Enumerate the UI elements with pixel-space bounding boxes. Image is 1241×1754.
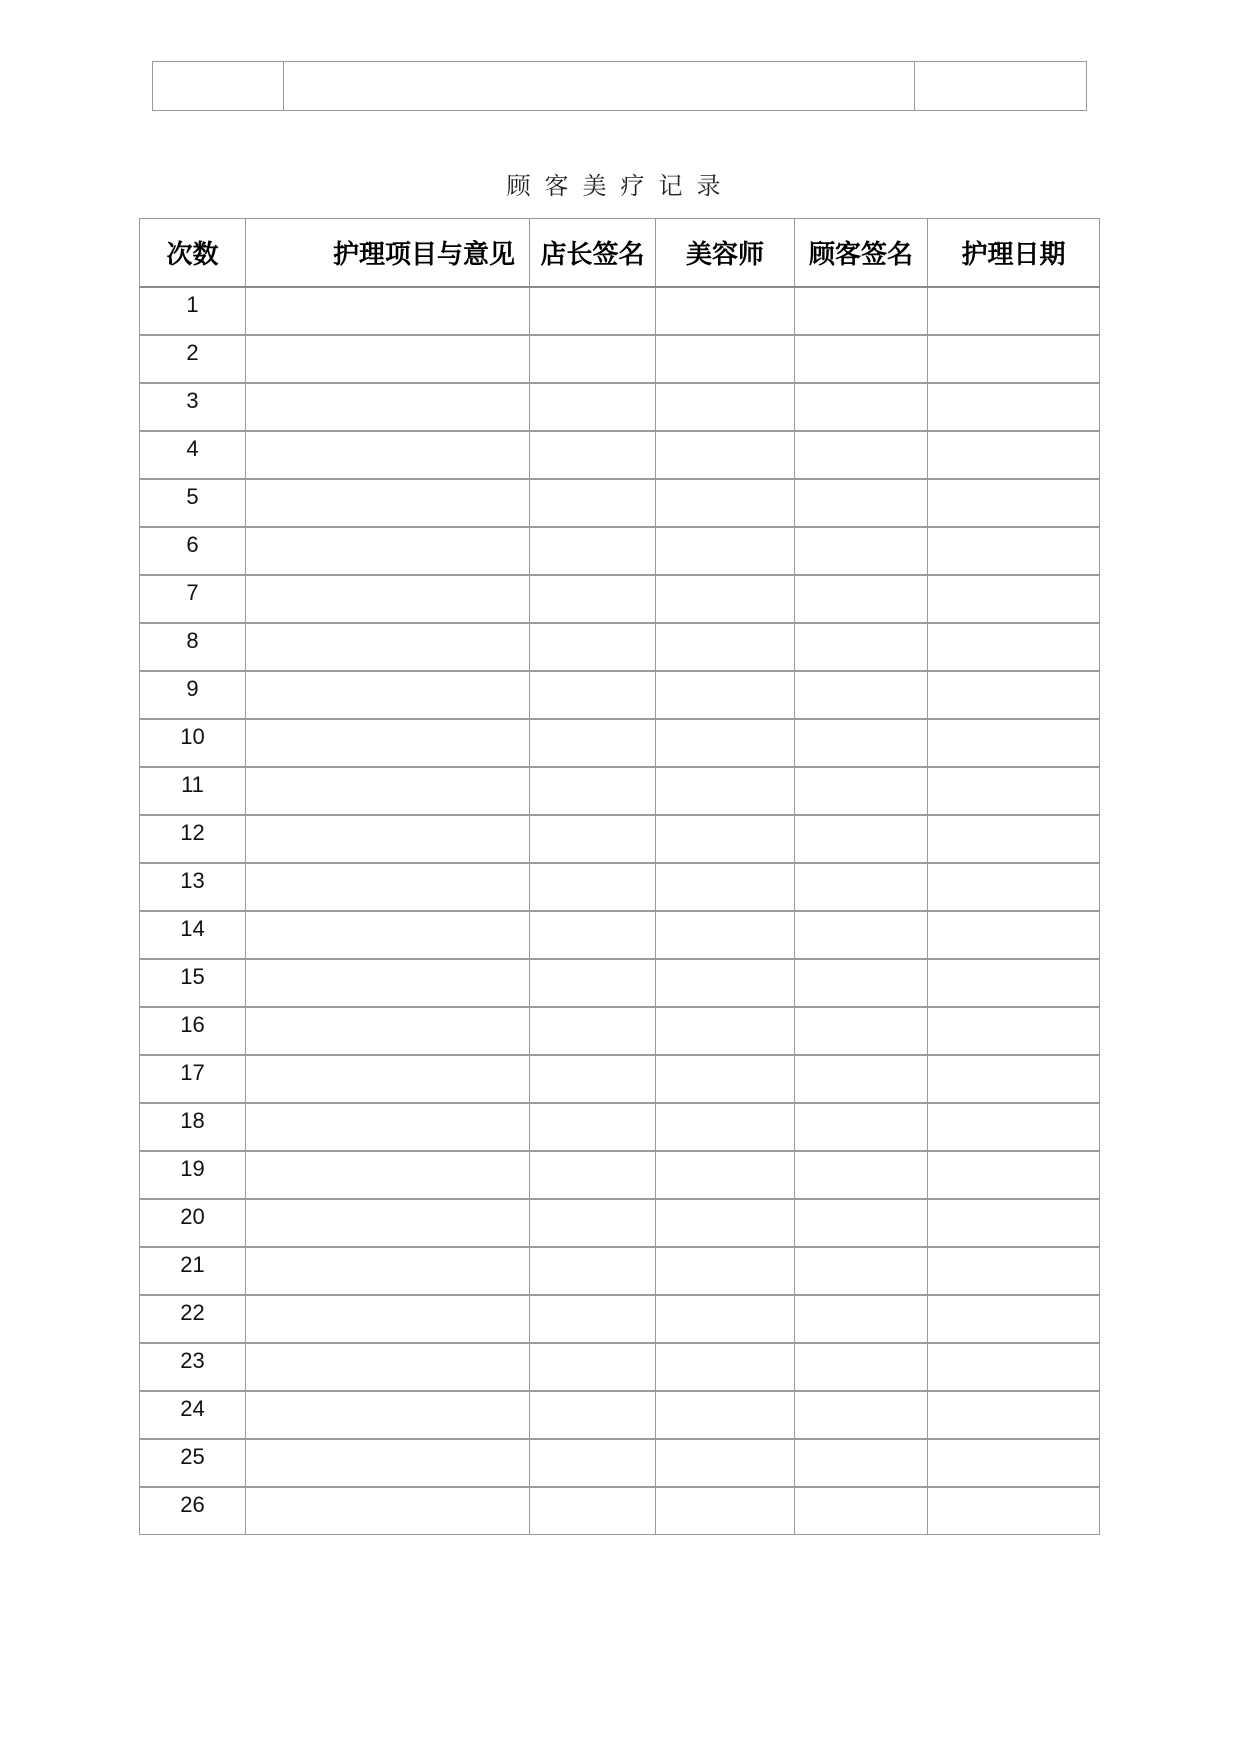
care-date-cell[interactable]: [928, 1439, 1100, 1487]
customer-signature-cell[interactable]: [795, 671, 928, 719]
customer-signature-cell[interactable]: [795, 287, 928, 335]
top-header-box: [152, 61, 1087, 111]
beautician-cell[interactable]: [656, 1391, 795, 1439]
care-date-cell[interactable]: [928, 671, 1100, 719]
customer-signature-cell[interactable]: [795, 1247, 928, 1295]
table-row: [140, 1391, 1100, 1439]
care-items-cell[interactable]: [246, 1055, 530, 1103]
care-items-cell[interactable]: [246, 287, 530, 335]
care-date-cell[interactable]: [928, 863, 1100, 911]
beautician-cell[interactable]: [656, 959, 795, 1007]
table-row: [140, 527, 1100, 575]
care-date-cell[interactable]: [928, 911, 1100, 959]
row-number: 22: [140, 1295, 246, 1343]
care-items-cell[interactable]: [246, 1247, 530, 1295]
beautician-cell[interactable]: [656, 287, 795, 335]
table-row: [140, 911, 1100, 959]
table-row: [140, 815, 1100, 863]
customer-signature-cell[interactable]: [795, 1199, 928, 1247]
row-number: 11: [140, 767, 246, 815]
care-date-cell[interactable]: [928, 575, 1100, 623]
care-items-cell[interactable]: [246, 863, 530, 911]
care-items-cell[interactable]: [246, 911, 530, 959]
customer-signature-cell[interactable]: [795, 911, 928, 959]
care-items-cell[interactable]: [246, 1295, 530, 1343]
beautician-cell[interactable]: [656, 575, 795, 623]
care-date-cell[interactable]: [928, 1103, 1100, 1151]
row-number: 6: [140, 527, 246, 575]
customer-signature-cell[interactable]: [795, 1295, 928, 1343]
care-items-cell[interactable]: [246, 767, 530, 815]
care-date-cell[interactable]: [928, 1151, 1100, 1199]
customer-signature-cell[interactable]: [795, 1151, 928, 1199]
care-items-cell[interactable]: [246, 431, 530, 479]
care-items-cell[interactable]: [246, 1103, 530, 1151]
care-date-cell[interactable]: [928, 815, 1100, 863]
beautician-cell[interactable]: [656, 719, 795, 767]
manager-signature-cell[interactable]: [530, 1199, 656, 1247]
care-items-cell[interactable]: [246, 671, 530, 719]
header-care-date: 护理日期: [928, 219, 1100, 287]
row-number: 18: [140, 1103, 246, 1151]
care-record-table: [139, 218, 1100, 1535]
manager-signature-cell[interactable]: [530, 911, 656, 959]
table-row: [140, 1247, 1100, 1295]
customer-signature-cell[interactable]: [795, 527, 928, 575]
row-number: 5: [140, 479, 246, 527]
table-row: [140, 719, 1100, 767]
customer-signature-cell[interactable]: [795, 623, 928, 671]
manager-signature-cell[interactable]: [530, 815, 656, 863]
care-items-cell[interactable]: [246, 1487, 530, 1535]
beautician-cell[interactable]: [656, 671, 795, 719]
row-number: 17: [140, 1055, 246, 1103]
beautician-cell[interactable]: [656, 1055, 795, 1103]
beautician-cell[interactable]: [656, 431, 795, 479]
manager-signature-cell[interactable]: [530, 1103, 656, 1151]
table-row: [140, 575, 1100, 623]
care-items-cell[interactable]: [246, 1199, 530, 1247]
care-date-cell[interactable]: [928, 1247, 1100, 1295]
table-row: [140, 767, 1100, 815]
top-box-cell-1: [153, 62, 284, 110]
beautician-cell[interactable]: [656, 1343, 795, 1391]
care-date-cell[interactable]: [928, 959, 1100, 1007]
manager-signature-cell[interactable]: [530, 959, 656, 1007]
table-body: [140, 287, 1100, 1535]
top-box-cell-2: [284, 62, 915, 110]
care-date-cell[interactable]: [928, 623, 1100, 671]
manager-signature-cell[interactable]: [530, 1439, 656, 1487]
customer-signature-cell[interactable]: [795, 1343, 928, 1391]
care-items-cell[interactable]: [246, 815, 530, 863]
beautician-cell[interactable]: [656, 1439, 795, 1487]
manager-signature-cell[interactable]: [530, 575, 656, 623]
care-items-cell[interactable]: [246, 719, 530, 767]
care-items-cell[interactable]: [246, 383, 530, 431]
beautician-cell[interactable]: [656, 1487, 795, 1535]
care-items-cell[interactable]: [246, 1007, 530, 1055]
manager-signature-cell[interactable]: [530, 1391, 656, 1439]
care-items-cell[interactable]: [246, 1391, 530, 1439]
beautician-cell[interactable]: [656, 1199, 795, 1247]
beautician-cell[interactable]: [656, 383, 795, 431]
row-number: 20: [140, 1199, 246, 1247]
manager-signature-cell[interactable]: [530, 479, 656, 527]
care-items-cell[interactable]: [246, 479, 530, 527]
beautician-cell[interactable]: [656, 479, 795, 527]
care-date-cell[interactable]: [928, 383, 1100, 431]
table-row: [140, 287, 1100, 335]
row-number: 14: [140, 911, 246, 959]
customer-signature-cell[interactable]: [795, 1391, 928, 1439]
beautician-cell[interactable]: [656, 1295, 795, 1343]
care-date-cell[interactable]: [928, 431, 1100, 479]
care-date-cell[interactable]: [928, 767, 1100, 815]
beautician-cell[interactable]: [656, 623, 795, 671]
row-number: 15: [140, 959, 246, 1007]
customer-signature-cell[interactable]: [795, 767, 928, 815]
care-date-cell[interactable]: [928, 1007, 1100, 1055]
beautician-cell[interactable]: [656, 1007, 795, 1055]
customer-signature-cell[interactable]: [795, 335, 928, 383]
care-items-cell[interactable]: [246, 527, 530, 575]
manager-signature-cell[interactable]: [530, 1343, 656, 1391]
table-row: [140, 479, 1100, 527]
beautician-cell[interactable]: [656, 527, 795, 575]
care-items-cell[interactable]: [246, 575, 530, 623]
care-items-cell[interactable]: [246, 1439, 530, 1487]
manager-signature-cell[interactable]: [530, 335, 656, 383]
care-date-cell[interactable]: [928, 1199, 1100, 1247]
row-number: 12: [140, 815, 246, 863]
row-number: 24: [140, 1391, 246, 1439]
table-row: [140, 1103, 1100, 1151]
care-date-cell[interactable]: [928, 1295, 1100, 1343]
manager-signature-cell[interactable]: [530, 527, 656, 575]
row-number: 16: [140, 1007, 246, 1055]
customer-signature-cell[interactable]: [795, 575, 928, 623]
manager-signature-cell[interactable]: [530, 1247, 656, 1295]
row-number: 19: [140, 1151, 246, 1199]
customer-signature-cell[interactable]: [795, 1103, 928, 1151]
row-number: 7: [140, 575, 246, 623]
table-row: [140, 335, 1100, 383]
care-date-cell[interactable]: [928, 719, 1100, 767]
customer-signature-cell[interactable]: [795, 1439, 928, 1487]
header-customer-signature: 顾客签名: [795, 219, 928, 287]
table-row: [140, 1199, 1100, 1247]
manager-signature-cell[interactable]: [530, 1055, 656, 1103]
table-row: [140, 1007, 1100, 1055]
customer-signature-cell[interactable]: [795, 431, 928, 479]
manager-signature-cell[interactable]: [530, 719, 656, 767]
manager-signature-cell[interactable]: [530, 671, 656, 719]
document-title: 顾客美疗记录: [506, 172, 735, 200]
care-items-cell[interactable]: [246, 623, 530, 671]
care-date-cell[interactable]: [928, 1343, 1100, 1391]
customer-signature-cell[interactable]: [795, 959, 928, 1007]
beautician-cell[interactable]: [656, 335, 795, 383]
care-date-cell[interactable]: [928, 1391, 1100, 1439]
customer-signature-cell[interactable]: [795, 479, 928, 527]
beautician-cell[interactable]: [656, 1247, 795, 1295]
manager-signature-cell[interactable]: [530, 767, 656, 815]
manager-signature-cell[interactable]: [530, 863, 656, 911]
customer-signature-cell[interactable]: [795, 1007, 928, 1055]
table-row: [140, 1343, 1100, 1391]
table-row: [140, 959, 1100, 1007]
manager-signature-cell[interactable]: [530, 383, 656, 431]
beautician-cell[interactable]: [656, 863, 795, 911]
header-manager-signature: 店长签名: [530, 219, 656, 287]
table-row: [140, 1439, 1100, 1487]
manager-signature-cell[interactable]: [530, 623, 656, 671]
table-row: [140, 623, 1100, 671]
manager-signature-cell[interactable]: [530, 1007, 656, 1055]
beautician-cell[interactable]: [656, 815, 795, 863]
care-items-cell[interactable]: [246, 1343, 530, 1391]
row-number: 9: [140, 671, 246, 719]
care-date-cell[interactable]: [928, 1487, 1100, 1535]
care-date-cell[interactable]: [928, 1055, 1100, 1103]
care-date-cell[interactable]: [928, 479, 1100, 527]
manager-signature-cell[interactable]: [530, 1487, 656, 1535]
table-row: [140, 383, 1100, 431]
table-row: [140, 431, 1100, 479]
table-row: [140, 1151, 1100, 1199]
care-items-cell[interactable]: [246, 335, 530, 383]
table-header-row: [140, 219, 1100, 287]
customer-signature-cell[interactable]: [795, 1055, 928, 1103]
customer-signature-cell[interactable]: [795, 863, 928, 911]
customer-signature-cell[interactable]: [795, 383, 928, 431]
header-beautician: 美容师: [656, 219, 795, 287]
care-items-cell[interactable]: [246, 1151, 530, 1199]
header-care-items: 护理项目与意见: [246, 219, 530, 287]
customer-signature-cell[interactable]: [795, 719, 928, 767]
manager-signature-cell[interactable]: [530, 431, 656, 479]
beautician-cell[interactable]: [656, 767, 795, 815]
row-number: 4: [140, 431, 246, 479]
table-row: [140, 1487, 1100, 1535]
manager-signature-cell[interactable]: [530, 1295, 656, 1343]
row-number: 21: [140, 1247, 246, 1295]
table-row: [140, 1055, 1100, 1103]
table-row: [140, 863, 1100, 911]
beautician-cell[interactable]: [656, 1103, 795, 1151]
row-number: 2: [140, 335, 246, 383]
row-number: 23: [140, 1343, 246, 1391]
row-number: 25: [140, 1439, 246, 1487]
customer-signature-cell[interactable]: [795, 815, 928, 863]
row-number: 10: [140, 719, 246, 767]
table-row: [140, 671, 1100, 719]
beautician-cell[interactable]: [656, 1151, 795, 1199]
row-number: 3: [140, 383, 246, 431]
manager-signature-cell[interactable]: [530, 287, 656, 335]
row-number: 1: [140, 287, 246, 335]
header-count: 次数: [140, 219, 246, 287]
row-number: 26: [140, 1487, 246, 1535]
care-date-cell[interactable]: [928, 527, 1100, 575]
care-items-cell[interactable]: [246, 959, 530, 1007]
beautician-cell[interactable]: [656, 911, 795, 959]
customer-signature-cell[interactable]: [795, 1487, 928, 1535]
table-row: [140, 1295, 1100, 1343]
care-date-cell[interactable]: [928, 287, 1100, 335]
row-number: 8: [140, 623, 246, 671]
manager-signature-cell[interactable]: [530, 1151, 656, 1199]
row-number: 13: [140, 863, 246, 911]
care-date-cell[interactable]: [928, 335, 1100, 383]
top-box-cell-3: [915, 62, 1086, 110]
